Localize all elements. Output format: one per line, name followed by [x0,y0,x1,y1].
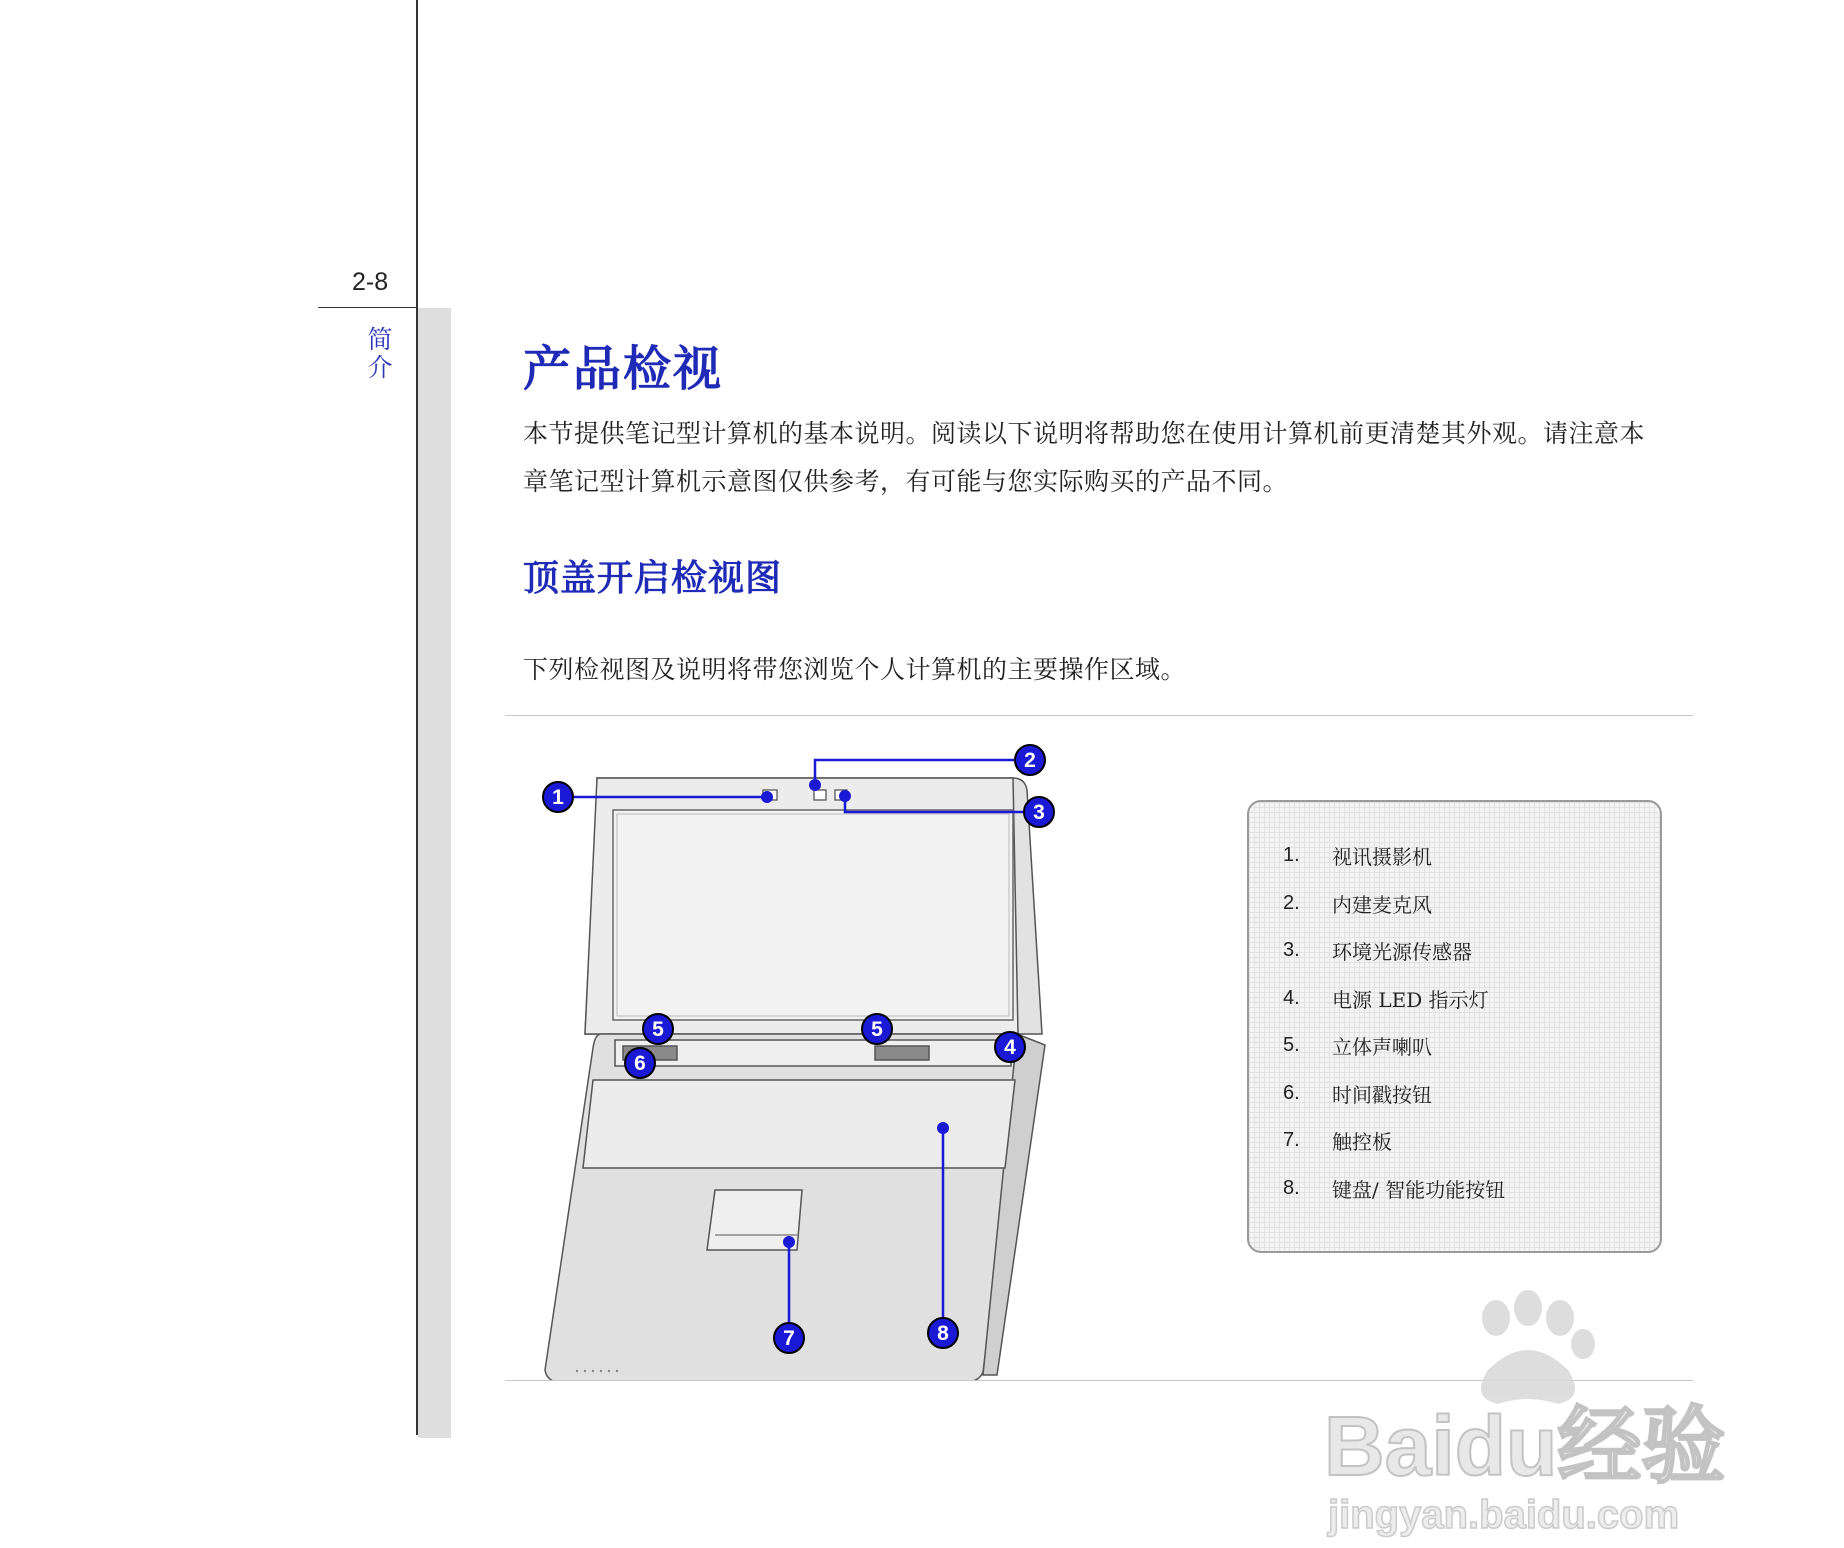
chapter-tab-char: 介 [367,353,393,382]
laptop-lid [585,778,1042,1034]
callout-3 [1024,797,1054,827]
keyboard-area [583,1080,1015,1168]
legend-number: 1. [1283,844,1300,867]
svg-text:6: 6 [634,1052,646,1075]
intro-paragraph [523,410,1693,506]
svg-text:5: 5 [652,1018,664,1041]
svg-text:7: 7 [783,1327,795,1350]
laptop-screen [613,810,1013,1020]
callout-5-right [862,1014,892,1044]
legend-item [1283,1070,1660,1118]
callout-7 [774,1323,804,1353]
svg-text:3: 3 [1033,801,1045,824]
legend-label: 时间戳按钮 [1332,1082,1432,1107]
watermark-brand: Baidu经验 [1324,1399,1726,1493]
legend-number: 6. [1283,1081,1300,1104]
legend-list [1249,802,1660,1212]
legend-item [1283,1165,1660,1213]
legend-number: 8. [1283,1176,1300,1199]
legend-number: 3. [1283,939,1300,962]
callout-2 [1015,745,1045,775]
legend-number: 4. [1283,986,1300,1009]
baidu-watermark [1318,1280,1758,1540]
legend-item [1283,832,1660,880]
legend-item [1283,1117,1660,1165]
intro-line: 章笔记型计算机示意图仅供参考，有可能与您实际购买的产品不同。 [523,467,1289,496]
legend-number: 7. [1283,1129,1300,1152]
legend-number: 2. [1283,891,1300,914]
legend-label: 环境光源传感器 [1332,940,1472,965]
subsection-title: 顶盖开启检视图 [523,557,783,599]
callout-6 [625,1048,655,1078]
svg-text:5: 5 [871,1018,883,1041]
legend-label: 内建麦克风 [1332,892,1432,917]
paw-icon [1481,1290,1595,1404]
legend-item [1283,927,1660,975]
section-title: 产品检视 [523,341,724,397]
page-number-rule [318,307,416,308]
subsection-description: 下列检视图及说明将带您浏览个人计算机的主要操作区域。 [523,655,1187,684]
watermark-url: jingyan.baidu.com [1328,1493,1680,1537]
svg-text:4: 4 [1004,1036,1016,1059]
legend-label: 电源 LED 指示灯 [1332,987,1489,1012]
legend-label: 触控板 [1332,1130,1392,1155]
chapter-tab-char: 简 [367,325,393,354]
legend-item [1283,880,1660,928]
chapter-tab [365,326,395,382]
figure-top-rule [505,715,1693,716]
speaker-grille-right [875,1046,929,1060]
legend-label: 键盘/ 智能功能按钮 [1332,1177,1506,1202]
legend-item [1283,1022,1660,1070]
legend-label: 视讯摄影机 [1332,845,1432,870]
page-number: 2-8 [352,268,389,296]
callout-8 [928,1318,958,1348]
intro-line: 本节提供笔记型计算机的基本说明。阅读以下说明将帮助您在使用计算机前更清楚其外观。请注意本 [523,419,1646,448]
legend-number: 5. [1283,1034,1300,1057]
svg-text:8: 8 [937,1322,949,1345]
laptop-diagram [505,730,1165,1380]
legend-item [1283,975,1660,1023]
callout-1 [543,782,573,812]
svg-text:1: 1 [552,786,564,809]
callout-5-left [643,1014,673,1044]
svg-text:2: 2 [1024,749,1036,772]
legend-box [1247,800,1662,1253]
legend-label: 立体声喇叭 [1332,1035,1432,1060]
sidebar-band [418,308,451,1438]
callout-4 [995,1032,1025,1062]
